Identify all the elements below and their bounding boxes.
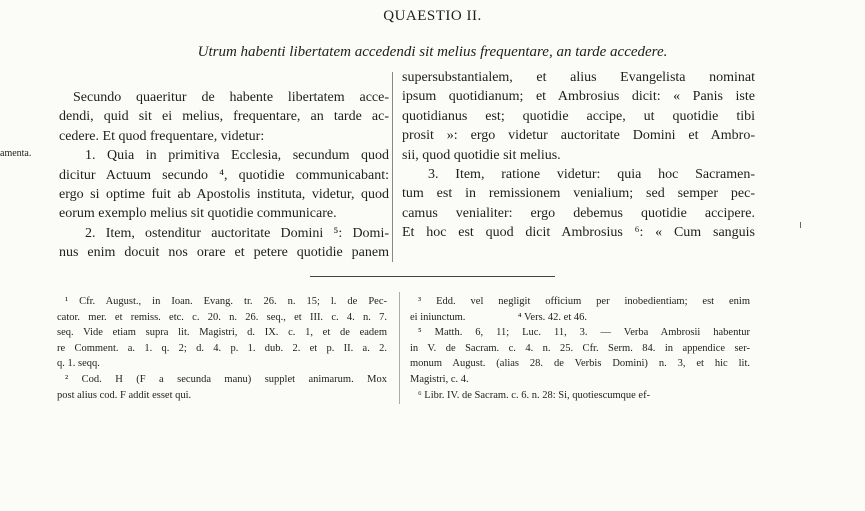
footnote-line: ³ Edd. vel negligit officium per inobedientiam; est enim (418, 296, 750, 307)
footnote-rule (310, 276, 555, 277)
footnote-line: ei iniunctum. ⁴ Vers. 42. et 46. (410, 311, 587, 323)
text-line: tum est in remissionem venialium; sed semper pec- (402, 186, 755, 202)
text-line: nus enim docuit nos orare et petere quotidie panem (59, 245, 389, 261)
footnote-line: re Comment. a. 1. q. 2; d. 4. p. 1. dub. 2. et p. II. a. 2. (57, 342, 387, 354)
text-line: ipsum quotidianum; et Ambrosius dicit: « Panis iste (402, 89, 755, 105)
text-line: sii, quod quotidie sit melius. (402, 147, 561, 163)
footnote-line: ⁵ Matth. 6, 11; Luc. 11, 3. — Verba Ambrosii habentur (418, 327, 750, 339)
footnote-line: in V. de Sacram. c. 4. n. 25. Cfr. Serm. 84. in appendice ser- (410, 342, 750, 354)
footnote-column-divider (399, 292, 400, 404)
question-heading: Utrum habenti libertatem accedendi sit melius frequentare, an tarde accedere. (197, 44, 668, 60)
footnote-line: ⁶ Libr. IV. de Sacram. c. 6. n. 28: Si, quotiescumque ef- (418, 389, 651, 401)
page-title: QUAESTIO II. (383, 8, 482, 24)
footnotes-left (57, 294, 387, 403)
footnote-line: cator. mer. et remiss. etc. c. 20. n. 26. seq., et III. c. 4. n. 7. (57, 311, 387, 323)
text-line: Secundo quaeritur de habente libertatem acce- (73, 90, 389, 105)
footnote-line: seq. Vide etiam supra lit. Magistri, d. IX. c. 1, et de eadem (57, 327, 387, 339)
text-line: 2. Item, ostenditur auctoritate Domini ⁵: Domi- (85, 225, 389, 241)
footnote-line: Magistri, c. 4. (410, 373, 469, 385)
left-column (59, 88, 389, 263)
page-mark (800, 222, 801, 228)
text-line: Et hoc est quod dicit Ambrosius ⁶: « Cum sanguis (402, 225, 755, 241)
right-column (402, 68, 755, 243)
footnote-line: ² Cod. H (F a secunda manu) supplet animarum. Mox (65, 373, 387, 385)
text-line: eorum exemplo melius sit quotidie communicare. (59, 206, 337, 222)
footnote-line: q. 1. seqq. (57, 358, 100, 370)
text-line: prosit »: ergo videtur auctoritate Domini et Ambro- (402, 128, 755, 144)
footnote-line: post alius cod. F addit esset qui. (57, 389, 192, 401)
footnote-line: monum August. (alias 28. de Verbis Domini) n. 3, et hic lit. (410, 358, 750, 370)
footnotes-right (410, 294, 750, 403)
margin-note: amenta. (0, 148, 32, 159)
text-line: supersubstantialem, et alius Evangelista nominat (402, 70, 755, 85)
text-line: 3. Item, ratione videtur: quia hoc Sacramen- (428, 167, 755, 183)
text-line: camus venialiter: ergo debemus quotidie accipere. (402, 205, 755, 221)
column-divider (392, 72, 393, 262)
text-line: cedere. Et quod frequentare, videtur: (59, 128, 265, 144)
text-line: quotidianus est; quotidie accipe, ut quotidie tibi (402, 108, 755, 124)
text-line: dendi, quid sit ei melius, frequentare, an tarde ac- (59, 109, 389, 125)
text-line: dicitur Actuum secundo ⁴, quotidie communicabant: (59, 167, 389, 183)
text-line: 1. Quia in primitiva Ecclesia, secundum quod (85, 148, 389, 164)
footnote-line: ¹ Cfr. August., in Ioan. Evang. tr. 26. n. 15; l. de Pec- (65, 296, 387, 307)
text-line: ergo si optime fuit ab Apostolis instituta, videtur, quod (59, 187, 389, 203)
